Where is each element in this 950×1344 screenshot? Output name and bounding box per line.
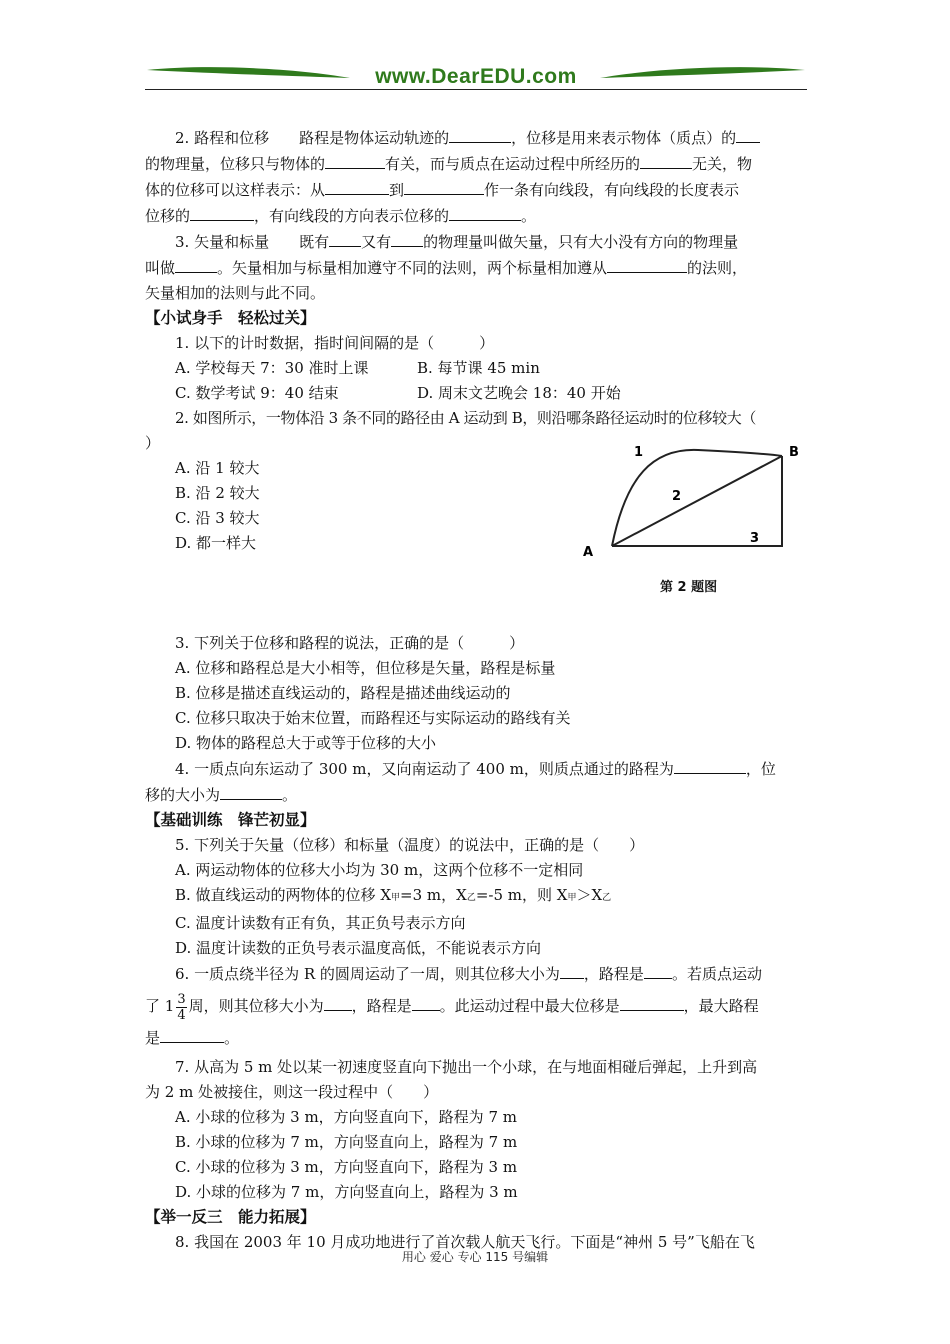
q3-option-c: C. 位移只取决于始末位置，而路程还与实际运动的路线有关: [175, 709, 571, 727]
q6-line2: 了 1 $\frac{3}{4}$ 周，则其位移大小为 ，路程是 。此运动过程中最大位移是 ，最大路程: [145, 991, 759, 1023]
q5-option-d: D. 温度计读数的正负号表示温度高低，不能说表示方向: [175, 939, 542, 957]
q2-option-c: C. 沿 3 较大: [175, 509, 260, 527]
intro-q2-line2: 的物理量，位移只与物体的 有关，而与质点在运动过程中所经历的 无关，物: [145, 151, 807, 177]
q7-line1: 7. 从高为 5 m 处以某一初速度竖直向下抛出一个小球，在与地面相碰后弹起，上升到高: [175, 1058, 758, 1076]
page-footer: 用心 爱心 专心 115 号编辑: [401, 1250, 549, 1264]
q6-line1: 6. 一质点绕半径为 R 的圆周运动了一周，则其位移大小为 ，路程是 。若质点运动: [145, 961, 807, 987]
section-heading-1: 【小试身手 轻松过关】: [145, 309, 316, 327]
intro-q3-line1: 3. 矢量和标量 既有 又有 的物理量叫做矢量，只有大小没有方向的物理量: [145, 229, 807, 255]
q5-stem: 5. 下列关于矢量（位移）和标量（温度）的说法中，正确的是（ ）: [175, 836, 645, 854]
q6-line3: 是 。: [145, 1025, 807, 1051]
label-path-2: 2: [672, 489, 682, 504]
q2-stem-line1: 2. 如图所示，一物体沿 3 条不同的路径由 A 运动到 B，则沿哪条路径运动时的位移较大（: [175, 409, 756, 427]
label-path-3: 3: [750, 531, 760, 546]
q4-line2: 移的大小为 。: [145, 782, 807, 808]
label-point-a: A: [583, 545, 594, 560]
q1-stem: 1. 以下的计时数据，指时间间隔的是（ ）: [175, 334, 495, 352]
q3-stem: 3. 下列关于位移和路程的说法，正确的是（ ）: [175, 634, 525, 652]
q3-option-b: B. 位移是描述直线运动的，路程是描述曲线运动的: [175, 684, 511, 702]
label-point-b: B: [789, 445, 799, 460]
q7-option-d: D. 小球的位移为 7 m，方向竖直向上，路程为 3 m: [175, 1183, 518, 1201]
q1-options-row2: C. 数学考试 9：40 结束 D. 周末文艺晚会 18：40 开始: [175, 384, 621, 402]
intro-q3-line2: 叫做 。矢量相加与标量相加遵守不同的法则，两个标量相加遵从 的法则，: [145, 255, 807, 281]
q3-option-a: A. 位移和路程总是大小相等，但位移是矢量，路程是标量: [175, 659, 556, 677]
intro-q2-line3: 体的位移可以这样表示：从 到 作一条有向线段，有向线段的长度表示: [145, 177, 807, 203]
intro-q2-line4: 位移的 ，有向线段的方向表示位移的 。: [145, 203, 807, 229]
q5-option-c: C. 温度计读数有正有负，其正负号表示方向: [175, 914, 466, 932]
fraction-three-quarters: $\frac{3}{4}$: [177, 991, 186, 1023]
q1-options-row1: A. 学校每天 7：30 准时上课 B. 每节课 45 min: [175, 359, 540, 377]
label-path-1: 1: [634, 445, 644, 460]
intro-q3-line3: 矢量相加的法则与此不同。: [145, 284, 326, 302]
q5-option-a: A. 两运动物体的位移大小均为 30 m，这两个位移不一定相同: [175, 861, 584, 879]
worksheet-content: [145, 125, 807, 1255]
path-figure: [578, 436, 818, 601]
q7-option-c: C. 小球的位移为 3 m，方向竖直向下，路程为 3 m: [175, 1158, 518, 1176]
q7-option-b: B. 小球的位移为 7 m，方向竖直向上，路程为 7 m: [175, 1133, 518, 1151]
q7-line2: 为 2 m 处被接住，则这一段过程中（ ）: [145, 1083, 439, 1101]
q8-line1: 8. 我国在 2003 年 10 月成功地进行了首次载人航天飞行。下面是“神州 5 号”飞船在飞: [175, 1233, 755, 1251]
q2-option-a: A. 沿 1 较大: [175, 459, 260, 477]
section-heading-3: 【举一反三 能力拓展】: [145, 1208, 316, 1226]
intro-q2-line1: 2. 路程和位移 路程是物体运动轨迹的 ，位移是用来表示物体（质点）的: [145, 125, 807, 151]
page-header: [145, 62, 807, 92]
q4-line1: 4. 一质点向东运动了 300 m，又向南运动了 400 m，则质点通过的路程为 ，位: [145, 756, 807, 782]
q5-option-b: B. 做直线运动的两物体的位移 X甲=3 m，X乙=-5 m，则 X甲＞X乙: [175, 886, 612, 904]
section-heading-2: 【基础训练 锋芒初显】: [145, 811, 316, 829]
q2-option-d: D. 都一样大: [175, 534, 257, 552]
q3-option-d: D. 物体的路程总大于或等于位移的大小: [175, 734, 437, 752]
path-diagram: [578, 436, 818, 576]
q2-stem-line2: ）: [145, 434, 161, 452]
q2-option-b: B. 沿 2 较大: [175, 484, 260, 502]
site-logo[interactable]: www.DearEDU.com: [375, 65, 577, 88]
figure-caption: 第 2 题图: [660, 580, 718, 595]
q7-option-a: A. 小球的位移为 3 m，方向竖直向下，路程为 7 m: [175, 1108, 517, 1126]
header-rule: [145, 89, 807, 90]
